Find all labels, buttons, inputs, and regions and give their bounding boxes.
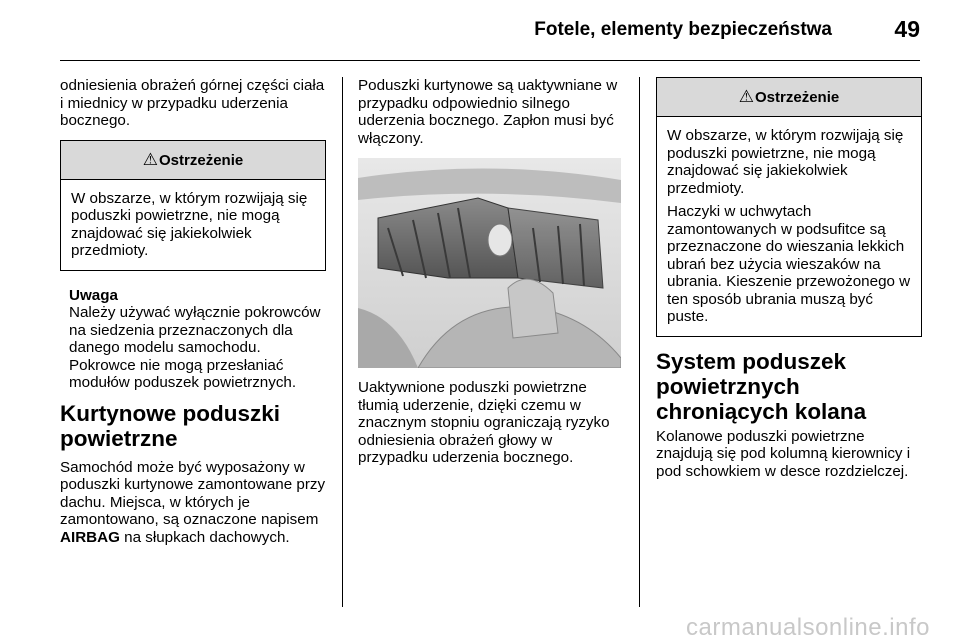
warning-title-2: Ostrzeżenie: [755, 89, 840, 106]
warning-icon: ⚠: [142, 149, 159, 169]
warning-text-2b: Haczyki w uchwytach zamontowanych w podsufitce są przeznaczone do wieszania lekkich ubrań bez użycia wieszaków na ubrania. Kieszenie przewożonego w ten sposób ubrania muszą być puste.: [667, 203, 911, 325]
column-divider-2: [639, 77, 640, 607]
curtain-airbag-drawing: [358, 158, 621, 368]
warning-title: Ostrzeżenie: [159, 151, 244, 169]
warning-box-2: [656, 77, 922, 337]
column-2: [358, 77, 626, 467]
warning-text-2a: W obszarze, w którym rozwijają się poduszki powietrzne, nie mogą znajdować się jakiekolwiek przedmioty.: [667, 127, 904, 197]
curtain-airbags-text: [60, 459, 326, 547]
header-rule: [60, 60, 920, 61]
column-divider-1: [342, 77, 343, 607]
knee-airbags-text: Kolanowe poduszki powietrzne znajdują się pod kolumną kierownicy i pod schowkiem w desce rozdzielczej.: [656, 427, 911, 480]
warning-header-2: [657, 78, 921, 117]
watermark: carmanualsonline.info: [686, 614, 930, 641]
section-heading-knee-airbags: System poduszek powietrznych chroniących kolana: [656, 348, 867, 424]
column-1: [60, 77, 326, 546]
note-text: Należy używać wyłącznie pokrowców na siedzenia przeznaczonych dla danego modelu samochodu. Pokrowce nie mogą przesłaniać modułów poduszek powietrznych.: [69, 304, 321, 391]
column-3: [656, 77, 922, 480]
page-header-title: Fotele, elementy bezpieczeństwa: [534, 19, 832, 40]
intro-paragraph: odniesienia obrażeń górnej części ciała i miednicy w przypadku uderzenia bocznego.: [60, 77, 325, 129]
warning-text: W obszarze, w którym rozwijają się poduszki powietrzne, nie mogą znajdować się jakiekolwiek przedmioty.: [71, 189, 308, 259]
airbag-label: AIRBAG: [60, 528, 120, 546]
warning-box: [60, 140, 326, 271]
warning-body: [61, 180, 325, 270]
warning-icon: ⚠: [738, 87, 755, 106]
note-title: Uwaga: [69, 286, 118, 304]
curtain-airbags-text-part1: Samochód może być wyposażony w poduszki kurtynowe zamontowane przy dachu. Miejsca, w których je zamontowano, są oznaczone napisem: [60, 458, 326, 528]
curtain-activation-paragraph: Poduszki kurtynowe są uaktywniane w przypadku odpowiednio silnego uderzenia bocznego. Zapłon musi być włączony.: [358, 77, 618, 147]
warning-header: [61, 141, 325, 180]
warning-body-2: [657, 117, 921, 336]
curtain-airbag-illustration: [358, 158, 621, 368]
note: [60, 287, 326, 392]
page-number: 49: [894, 16, 920, 42]
figure-caption: Uaktywnione poduszki powietrzne tłumią uderzenie, dzięki czemu w znacznym stopniu ograniczają ryzyko odniesienia obrażeń głowy w przypadku uderzenia bocznego.: [358, 379, 610, 466]
curtain-airbags-text-part2: na słupkach dachowych.: [124, 528, 290, 546]
section-heading-curtain-airbags: Kurtynowe poduszki powietrzne: [60, 400, 281, 451]
